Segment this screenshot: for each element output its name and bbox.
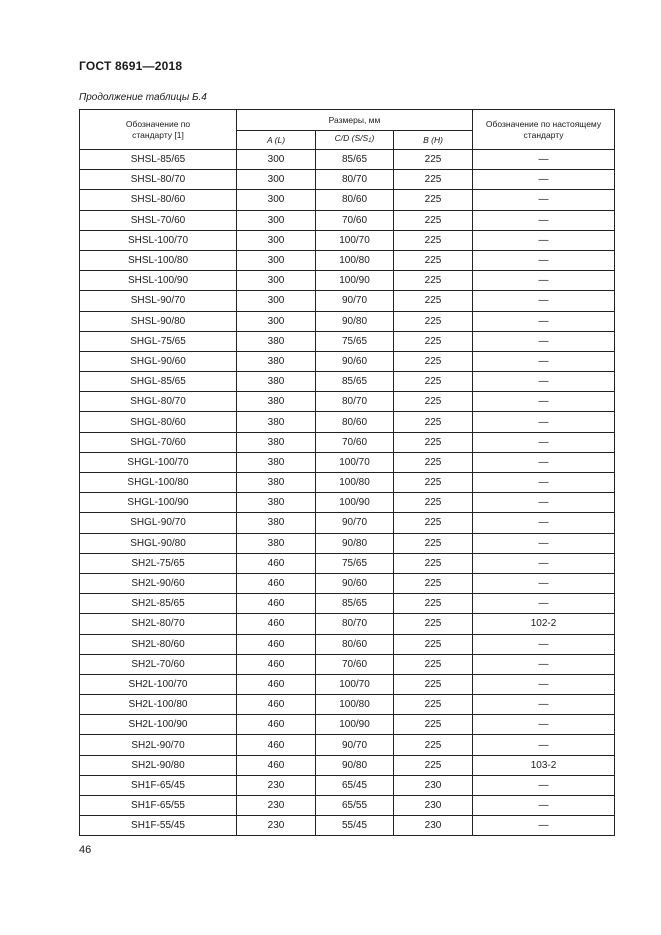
cell-b-h: 225 xyxy=(394,573,473,593)
cell-a-l: 380 xyxy=(237,452,316,472)
cell-designation: SH1F-65/45 xyxy=(80,775,237,795)
cell-c-d: 70/60 xyxy=(316,210,394,230)
cell-current-designation: — xyxy=(473,473,615,493)
cell-c-d: 80/60 xyxy=(316,190,394,210)
cell-current-designation: — xyxy=(473,412,615,432)
cell-c-d: 80/70 xyxy=(316,170,394,190)
cell-a-l: 300 xyxy=(237,271,316,291)
cell-b-h: 225 xyxy=(394,695,473,715)
cell-a-l: 300 xyxy=(237,230,316,250)
cell-c-d: 75/65 xyxy=(316,553,394,573)
table-row xyxy=(80,533,615,553)
cell-current-designation: — xyxy=(473,513,615,533)
cell-c-d: 70/60 xyxy=(316,432,394,452)
cell-a-l: 460 xyxy=(237,573,316,593)
table-row xyxy=(80,594,615,614)
cell-current-designation: — xyxy=(473,735,615,755)
cell-designation: SHGL-85/65 xyxy=(80,372,237,392)
cell-c-d: 70/60 xyxy=(316,654,394,674)
cell-current-designation: — xyxy=(473,695,615,715)
table-row xyxy=(80,190,615,210)
table-row xyxy=(80,674,615,694)
header-c-d-suffix: ) xyxy=(371,133,375,143)
table-row xyxy=(80,432,615,452)
cell-designation: SHSL-70/60 xyxy=(80,210,237,230)
cell-c-d: 90/60 xyxy=(316,351,394,371)
cell-current-designation: — xyxy=(473,715,615,735)
cell-designation: SH2L-80/60 xyxy=(80,634,237,654)
cell-designation: SHGL-70/60 xyxy=(80,432,237,452)
cell-designation: SHGL-80/70 xyxy=(80,392,237,412)
cell-a-l: 380 xyxy=(237,331,316,351)
cell-b-h: 225 xyxy=(394,493,473,513)
cell-current-designation: — xyxy=(473,493,615,513)
cell-c-d: 90/70 xyxy=(316,513,394,533)
cell-b-h: 225 xyxy=(394,150,473,170)
cell-c-d: 100/90 xyxy=(316,493,394,513)
cell-a-l: 300 xyxy=(237,210,316,230)
cell-c-d: 90/80 xyxy=(316,311,394,331)
cell-b-h: 230 xyxy=(394,816,473,836)
cell-current-designation: — xyxy=(473,775,615,795)
cell-current-designation: — xyxy=(473,816,615,836)
table-body xyxy=(80,150,615,836)
table-row xyxy=(80,170,615,190)
cell-b-h: 225 xyxy=(394,715,473,735)
cell-c-d: 100/80 xyxy=(316,250,394,270)
cell-c-d: 65/45 xyxy=(316,775,394,795)
cell-current-designation: — xyxy=(473,250,615,270)
cell-c-d: 90/70 xyxy=(316,735,394,755)
cell-designation: SH2L-70/60 xyxy=(80,654,237,674)
cell-b-h: 225 xyxy=(394,533,473,553)
cell-a-l: 300 xyxy=(237,250,316,270)
cell-current-designation: — xyxy=(473,392,615,412)
cell-a-l: 300 xyxy=(237,311,316,331)
cell-b-h: 225 xyxy=(394,210,473,230)
cell-c-d: 55/45 xyxy=(316,816,394,836)
cell-c-d: 80/60 xyxy=(316,412,394,432)
cell-b-h: 230 xyxy=(394,796,473,816)
cell-c-d: 100/70 xyxy=(316,452,394,472)
cell-current-designation: — xyxy=(473,432,615,452)
cell-a-l: 230 xyxy=(237,816,316,836)
cell-a-l: 460 xyxy=(237,674,316,694)
cell-current-designation: — xyxy=(473,634,615,654)
cell-b-h: 225 xyxy=(394,614,473,634)
cell-a-l: 460 xyxy=(237,715,316,735)
cell-a-l: 380 xyxy=(237,351,316,371)
cell-c-d: 100/80 xyxy=(316,473,394,493)
cell-a-l: 230 xyxy=(237,796,316,816)
cell-current-designation: — xyxy=(473,533,615,553)
cell-b-h: 225 xyxy=(394,190,473,210)
cell-designation: SHSL-80/60 xyxy=(80,190,237,210)
table-row xyxy=(80,392,615,412)
cell-current-designation: — xyxy=(473,351,615,371)
cell-a-l: 300 xyxy=(237,291,316,311)
table-row xyxy=(80,573,615,593)
cell-designation: SH1F-65/55 xyxy=(80,796,237,816)
header-designation-current: Обозначение по настоящему стандарту xyxy=(473,110,615,150)
header-c-d-subscript: 1 xyxy=(368,138,372,144)
cell-b-h: 225 xyxy=(394,755,473,775)
cell-current-designation: — xyxy=(473,573,615,593)
header-c-d xyxy=(316,131,394,150)
cell-c-d: 90/80 xyxy=(316,755,394,775)
cell-current-designation: — xyxy=(473,210,615,230)
cell-a-l: 380 xyxy=(237,513,316,533)
cell-designation: SHSL-90/80 xyxy=(80,311,237,331)
table-row xyxy=(80,150,615,170)
table-row xyxy=(80,230,615,250)
cell-current-designation: — xyxy=(473,796,615,816)
cell-c-d: 65/55 xyxy=(316,796,394,816)
table-row xyxy=(80,271,615,291)
cell-designation: SHGL-100/70 xyxy=(80,452,237,472)
table-row xyxy=(80,634,615,654)
table-row xyxy=(80,493,615,513)
cell-b-h: 225 xyxy=(394,654,473,674)
cell-b-h: 225 xyxy=(394,432,473,452)
cell-c-d: 90/70 xyxy=(316,291,394,311)
header-b-h: B (H) xyxy=(394,131,473,150)
table-row xyxy=(80,372,615,392)
cell-c-d: 100/70 xyxy=(316,674,394,694)
table-row xyxy=(80,695,615,715)
cell-b-h: 225 xyxy=(394,271,473,291)
cell-c-d: 100/90 xyxy=(316,271,394,291)
cell-a-l: 460 xyxy=(237,654,316,674)
cell-a-l: 460 xyxy=(237,553,316,573)
table-row xyxy=(80,311,615,331)
cell-designation: SHGL-90/80 xyxy=(80,533,237,553)
cell-designation: SHSL-100/90 xyxy=(80,271,237,291)
cell-a-l: 460 xyxy=(237,594,316,614)
cell-a-l: 300 xyxy=(237,190,316,210)
cell-b-h: 225 xyxy=(394,452,473,472)
table-row xyxy=(80,331,615,351)
cell-current-designation: — xyxy=(473,150,615,170)
table-row xyxy=(80,715,615,735)
cell-a-l: 300 xyxy=(237,170,316,190)
cell-a-l: 300 xyxy=(237,150,316,170)
cell-current-designation: — xyxy=(473,331,615,351)
table-row xyxy=(80,816,615,836)
table-row xyxy=(80,452,615,472)
cell-c-d: 100/70 xyxy=(316,230,394,250)
cell-designation: SHGL-90/60 xyxy=(80,351,237,371)
page-number: 46 xyxy=(79,844,92,856)
cell-b-h: 225 xyxy=(394,351,473,371)
cell-current-designation: — xyxy=(473,230,615,250)
cell-a-l: 380 xyxy=(237,372,316,392)
table-row xyxy=(80,735,615,755)
cell-designation: SHSL-85/65 xyxy=(80,150,237,170)
cell-current-designation: — xyxy=(473,291,615,311)
table-row xyxy=(80,291,615,311)
cell-current-designation: — xyxy=(473,271,615,291)
cell-designation: SHSL-100/80 xyxy=(80,250,237,270)
cell-c-d: 90/60 xyxy=(316,573,394,593)
cell-b-h: 225 xyxy=(394,634,473,654)
dimensions-table xyxy=(79,109,615,836)
cell-current-designation: — xyxy=(473,372,615,392)
cell-b-h: 225 xyxy=(394,170,473,190)
cell-current-designation: — xyxy=(473,452,615,472)
cell-b-h: 225 xyxy=(394,553,473,573)
cell-designation: SH2L-75/65 xyxy=(80,553,237,573)
cell-b-h: 225 xyxy=(394,250,473,270)
cell-designation: SHGL-75/65 xyxy=(80,331,237,351)
cell-designation: SH2L-90/80 xyxy=(80,755,237,775)
cell-c-d: 100/90 xyxy=(316,715,394,735)
cell-current-designation: — xyxy=(473,190,615,210)
cell-c-d: 80/70 xyxy=(316,392,394,412)
table-row xyxy=(80,654,615,674)
cell-c-d: 85/65 xyxy=(316,594,394,614)
cell-a-l: 460 xyxy=(237,695,316,715)
table-caption: Продолжение таблицы Б.4 xyxy=(79,92,207,103)
table-row xyxy=(80,513,615,533)
cell-current-designation: — xyxy=(473,674,615,694)
cell-current-designation: — xyxy=(473,311,615,331)
cell-b-h: 225 xyxy=(394,230,473,250)
cell-b-h: 225 xyxy=(394,372,473,392)
table-row xyxy=(80,755,615,775)
cell-b-h: 225 xyxy=(394,311,473,331)
cell-b-h: 225 xyxy=(394,594,473,614)
cell-b-h: 225 xyxy=(394,674,473,694)
table-row xyxy=(80,614,615,634)
cell-designation: SH2L-85/65 xyxy=(80,594,237,614)
table-row xyxy=(80,775,615,795)
table-row xyxy=(80,412,615,432)
cell-designation: SHSL-100/70 xyxy=(80,230,237,250)
cell-designation: SH2L-80/70 xyxy=(80,614,237,634)
cell-a-l: 380 xyxy=(237,432,316,452)
cell-a-l: 460 xyxy=(237,614,316,634)
cell-b-h: 225 xyxy=(394,473,473,493)
table-row xyxy=(80,210,615,230)
cell-c-d: 100/80 xyxy=(316,695,394,715)
table-row xyxy=(80,553,615,573)
table-row xyxy=(80,351,615,371)
cell-a-l: 460 xyxy=(237,735,316,755)
cell-a-l: 380 xyxy=(237,533,316,553)
cell-current-designation: 102-2 xyxy=(473,614,615,634)
cell-a-l: 380 xyxy=(237,473,316,493)
cell-designation: SH2L-100/70 xyxy=(80,674,237,694)
header-sizes: Размеры, мм xyxy=(237,110,473,131)
cell-designation: SHGL-100/90 xyxy=(80,493,237,513)
cell-designation: SH2L-90/70 xyxy=(80,735,237,755)
cell-b-h: 225 xyxy=(394,392,473,412)
document-title: ГОСТ 8691—2018 xyxy=(79,59,183,73)
cell-b-h: 230 xyxy=(394,775,473,795)
cell-c-d: 85/65 xyxy=(316,150,394,170)
cell-designation: SHGL-100/80 xyxy=(80,473,237,493)
cell-current-designation: 103-2 xyxy=(473,755,615,775)
cell-a-l: 380 xyxy=(237,412,316,432)
cell-b-h: 225 xyxy=(394,331,473,351)
cell-b-h: 225 xyxy=(394,735,473,755)
table-row xyxy=(80,473,615,493)
cell-current-designation: — xyxy=(473,654,615,674)
cell-a-l: 460 xyxy=(237,634,316,654)
cell-designation: SH2L-100/80 xyxy=(80,695,237,715)
cell-b-h: 225 xyxy=(394,291,473,311)
cell-designation: SHSL-80/70 xyxy=(80,170,237,190)
cell-a-l: 230 xyxy=(237,775,316,795)
table-row xyxy=(80,796,615,816)
header-designation-standard: Обозначение по стандарту [1] xyxy=(80,110,237,150)
table-row xyxy=(80,250,615,270)
cell-designation: SH2L-90/60 xyxy=(80,573,237,593)
header-c-d-prefix: C/D (S/S xyxy=(334,133,369,143)
cell-b-h: 225 xyxy=(394,513,473,533)
cell-a-l: 460 xyxy=(237,755,316,775)
cell-c-d: 90/80 xyxy=(316,533,394,553)
cell-designation: SHSL-90/70 xyxy=(80,291,237,311)
cell-designation: SHGL-80/60 xyxy=(80,412,237,432)
cell-c-d: 80/70 xyxy=(316,614,394,634)
cell-a-l: 380 xyxy=(237,493,316,513)
cell-c-d: 80/60 xyxy=(316,634,394,654)
cell-current-designation: — xyxy=(473,553,615,573)
cell-a-l: 380 xyxy=(237,392,316,412)
cell-current-designation: — xyxy=(473,170,615,190)
cell-c-d: 75/65 xyxy=(316,331,394,351)
cell-designation: SHGL-90/70 xyxy=(80,513,237,533)
cell-designation: SH1F-55/45 xyxy=(80,816,237,836)
cell-b-h: 225 xyxy=(394,412,473,432)
cell-designation: SH2L-100/90 xyxy=(80,715,237,735)
cell-current-designation: — xyxy=(473,594,615,614)
header-a-l: A (L) xyxy=(237,131,316,150)
cell-c-d: 85/65 xyxy=(316,372,394,392)
